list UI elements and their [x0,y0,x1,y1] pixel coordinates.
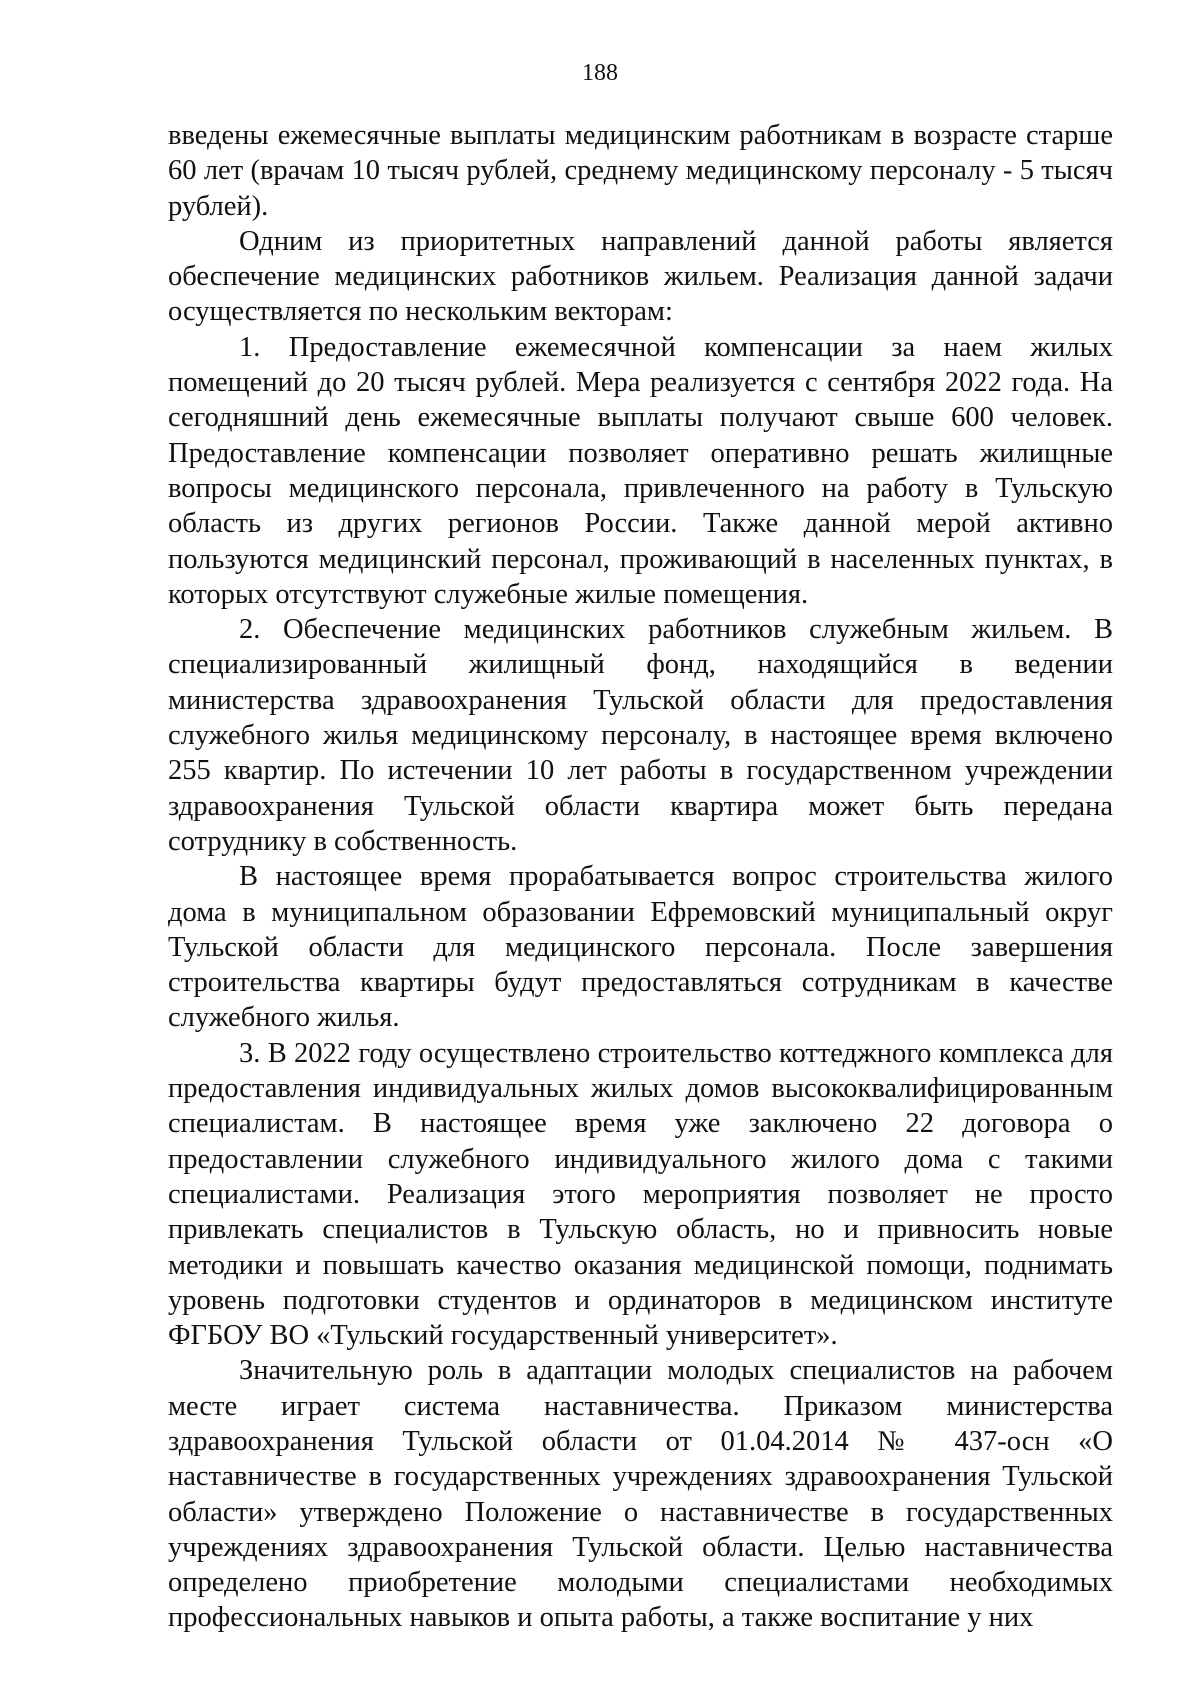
paragraph-continuation: введены ежемесячные выплаты медицинским работникам в возрасте старше 60 лет (врачам 10 тысяч рублей, среднему медицинскому персоналу - 5 тысяч рублей). [168,120,1113,222]
paragraph-service-housing: 2. Обеспечение медицинских работников служебным жильем. В специализированный жилищный фонд, находящийся в ведении министерства здравоохранения Тульской области для предоставления служебного жилья медицинскому персоналу, в настоящее время включено 255 квартир. По истечении 10 лет работы в государственном учреждении здравоохранения Тульской области квартира может быть передана сотруднику в собственность. [168,614,1113,857]
paragraph-efremov-construction: В настоящее время прорабатывается вопрос строительства жилого дома в муниципальном образовании Ефремовский муниципальный округ Тульской области для медицинского персонала. После завершения строительства квартиры будут предоставляться сотрудникам в качестве служебного жилья. [168,861,1113,1034]
page-number: 188 [582,60,618,86]
paragraph-housing-priority: Одним из приоритетных направлений данной работы является обеспечение медицинских работников жильем. Реализация данной задачи осуществляется по нескольким векторам: [168,225,1113,328]
paragraph-compensation: 1. Предоставление ежемесячной компенсации за наем жилых помещений до 20 тысяч рублей. Мера реализуется с сентября 2022 года. На сегодняшний день ежемесячные выплаты получают свыше 600 человек. Предоставление компенсации позволяет оперативно решать жилищные вопросы медицинского персонала, привлеченного на работу в Тульскую область из других регионов России. Также данной мерой активно пользуются медицинский персонал, проживающий в населенных пунктах, в которых отсутствуют служебные жилые помещения. [168,331,1113,610]
paragraph-mentorship: Значительную роль в адаптации молодых специалистов на рабочем месте играет система наставничества. Приказом министерства здравоохранения Тульской области от 01.04.2014 № 437-осн «О наставничестве в государственных учреждениях здравоохранения Тульской области» утверждено Положение о наставничестве в государственных учреждениях здравоохранения Тульской области. Целью наставничества определено приобретение молодыми специалистами необходимых профессиональных навыков и опыта работы, а также воспитание у них [168,1355,1113,1634]
paragraph-cottage-complex: 3. В 2022 году осуществлено строительство коттеджного комплекса для предоставления индивидуальных жилых домов высококвалифицированным специалистам. В настоящее время уже заключено 22 договора о предоставлении служебного индивидуального жилого дома с такими специалистами. Реализация этого мероприятия позволяет не просто привлекать специалистов в Тульскую область, но и привносить новые методики и повышать качество оказания медицинской помощи, поднимать уровень подготовки студентов и ординаторов в медицинском институте ФГБОУ ВО «Тульский государственный университет». [168,1037,1113,1352]
document-body [168,118,1113,1636]
